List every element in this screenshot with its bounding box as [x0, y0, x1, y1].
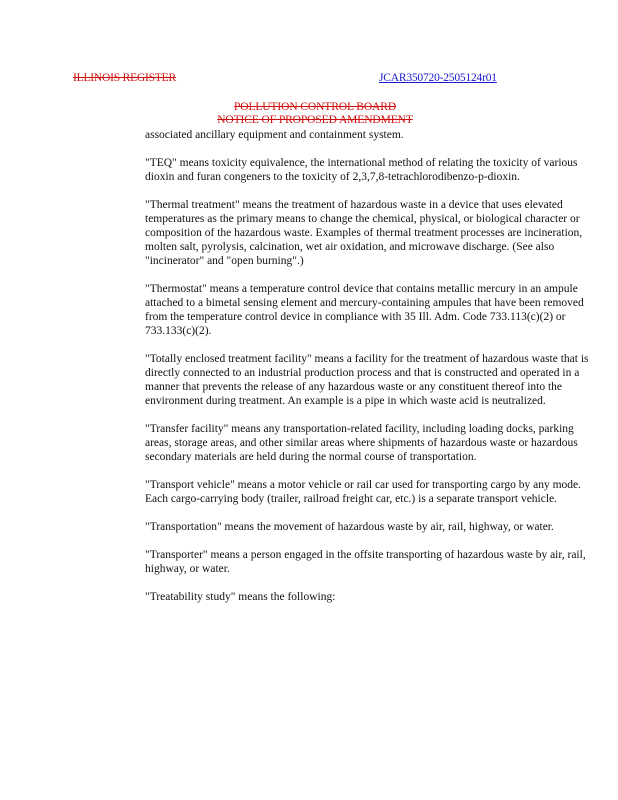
notice-title: NOTICE OF PROPOSED AMENDMENT	[217, 114, 413, 126]
paragraph-containment: associated ancillary equipment and containment system.	[145, 129, 404, 141]
agency-title: POLLUTION CONTROL BOARD	[233, 101, 397, 113]
paragraph-transfer-facility: "Transfer facility" means any transportation-related facility, including loading docks, parking areas, storage areas, and other similar areas where shipments of hazardous waste or hazardous secondary materials are held during the normal course of transportation.	[145, 423, 578, 463]
register-header: ILLINOIS REGISTER	[73, 72, 176, 84]
document-body	[145, 128, 590, 618]
paragraph-transporter: "Transporter" means a person engaged in the offsite transporting of hazardous waste by air, rail, highway, or water.	[145, 549, 586, 575]
paragraph-transport-vehicle: "Transport vehicle" means a motor vehicle or rail car used for transporting cargo by any mode. Each cargo-carrying body (trailer, railroad freight car, etc.) is a separate transport vehicle.	[145, 479, 582, 505]
paragraph-totally-enclosed: "Totally enclosed treatment facility" means a facility for the treatment of hazardous waste that is directly connected to an industrial production process and that is constructed and operated in a manner that prevents the release of any hazardous waste or any constituent thereof into the environment during treatment. An example is a pipe in which waste acid is neutralized.	[145, 353, 589, 407]
document-id-link[interactable]: JCAR350720-2505124r01	[379, 72, 497, 84]
paragraph-teq: "TEQ" means toxicity equivalence, the international method of relating the toxicity of various dioxin and furan congeners to the toxicity of 2,3,7,8-tetrachlorodibenzo-p-dioxin.	[145, 157, 578, 183]
paragraph-thermostat: "Thermostat" means a temperature control device that contains metallic mercury in an ampule attached to a bimetal sensing element and mercury-containing ampules that have been removed from the temperature control device in compliance with 35 Ill. Adm. Code 733.113(c)(2) or 733.133(c)(2).	[145, 283, 584, 337]
paragraph-transportation: "Transportation" means the movement of hazardous waste by air, rail, highway, or water.	[145, 521, 554, 533]
paragraph-treatability-study: "Treatability study" means the following:	[145, 591, 336, 603]
paragraph-thermal-treatment: "Thermal treatment" means the treatment of hazardous waste in a device that uses elevated temperatures as the primary means to change the chemical, physical, or biological character or composition of the hazardous waste. Examples of thermal treatment processes are incineration, molten salt, pyrolysis, calcination, wet air oxidation, and microwave discharge. (See also "incinerator" and "open burning".)	[145, 199, 583, 267]
